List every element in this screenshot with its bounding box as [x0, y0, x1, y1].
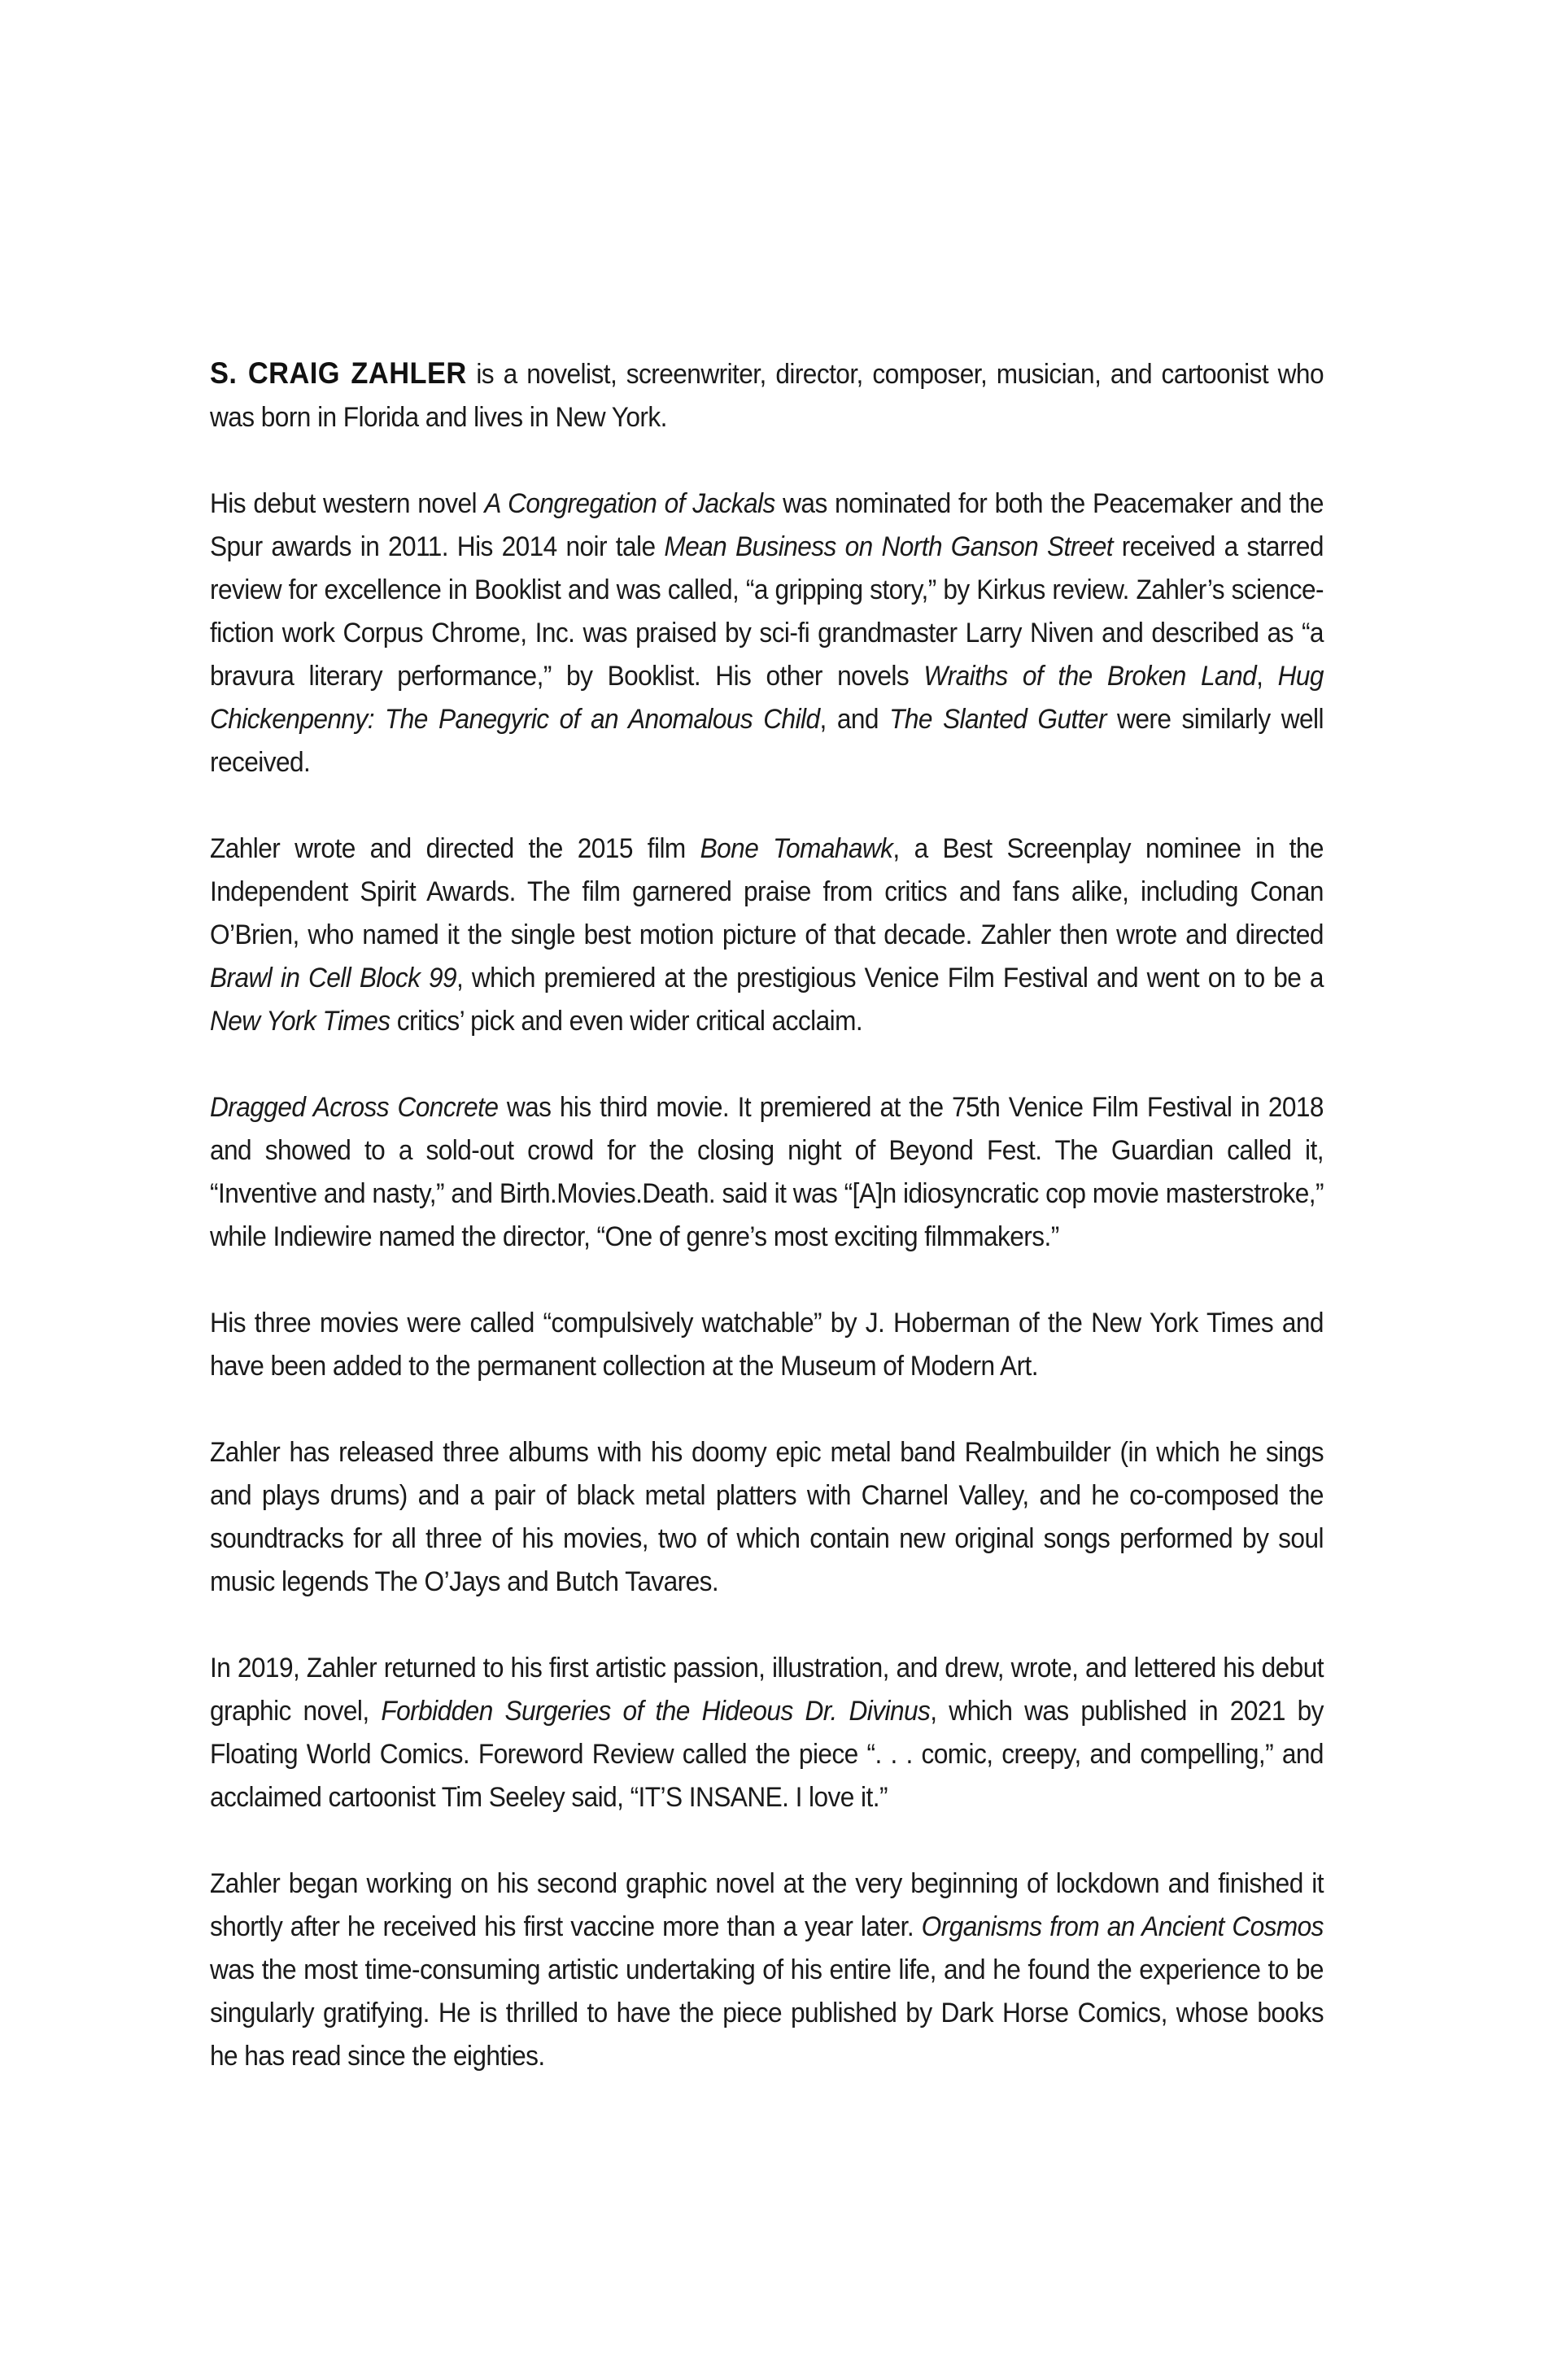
italic-title: Brawl in Cell Block 99	[210, 963, 457, 993]
body-text: His debut western novel	[210, 488, 485, 519]
body-text: received a starred review for excellence in Booklist and was called, “a gripping story,” by Kirkus review. Zahler’s science-fiction work Corpus Chrome, Inc. was praised by sci-fi grandmaster Larry Niven and described as “a bravura literary performance,” by Booklist. His other novels	[210, 531, 1324, 692]
body-text: , which was published in 2021 by Floating World Comics. Foreword Review called the piece “. . . comic, creepy, and compelling,” and acclaimed cartoonist Tim Seeley said, “IT’S INSANE. I love it.”	[210, 1696, 1324, 1813]
italic-title: Hug Chickenpenny: The Panegyric of an Anomalous Child	[210, 661, 1324, 735]
bio-paragraph-3	[210, 828, 1324, 1043]
bio-paragraph-2	[210, 483, 1324, 784]
author-bio	[210, 352, 1324, 2078]
italic-title: New York Times	[210, 1006, 390, 1037]
bio-paragraph-1	[210, 352, 1324, 439]
body-text: was the most time-consuming artistic undertaking of his entire life, and he found the experience to be singularly gratifying. He is thrilled to have the piece published by Dark Horse Comics, whose books he has read since the eighties.	[210, 1954, 1324, 2072]
italic-title: Forbidden Surgeries of the Hideous Dr. Divinus	[381, 1696, 931, 1727]
body-text: was nominated for both the Peacemaker and the Spur awards in 2011. His 2014 noir tale	[210, 488, 1324, 562]
body-text: , a Best Screenplay nominee in the Independent Spirit Awards. The film garnered praise from critics and fans alike, including Conan O’Brien, who named it the single best motion picture of that decade. Zahler then wrote and directed	[210, 833, 1324, 950]
body-text: ,	[1256, 661, 1278, 692]
italic-title: Dragged Across Concrete	[210, 1092, 499, 1123]
bio-paragraph-6	[210, 1431, 1324, 1604]
author-name: S. CRAIG ZAHLER	[210, 356, 467, 390]
body-text: critics’ pick and even wider critical acclaim.	[390, 1006, 863, 1037]
italic-title: The Slanted Gutter	[889, 704, 1106, 735]
body-text: Zahler has released three albums with his doomy epic metal band Realmbuilder (in which he sings and plays drums) and a pair of black metal platters with Charnel Valley, and he co-composed the soundtracks for all three of his movies, two of which contain new original songs performed by soul music legends The O’Jays and Butch Tavares.	[210, 1437, 1324, 1597]
body-text: , which premiered at the prestigious Venice Film Festival and went on to be a	[456, 963, 1324, 993]
body-text: were similarly well received.	[210, 704, 1324, 778]
bio-paragraph-4	[210, 1086, 1324, 1259]
body-text: In 2019, Zahler returned to his first artistic passion, illustration, and drew, wrote, and lettered his debut graphic novel,	[210, 1653, 1324, 1727]
italic-title: Wraiths of the Broken Land	[923, 661, 1257, 692]
italic-title: A Congregation of Jackals	[484, 488, 775, 519]
body-text: Zahler began working on his second graphic novel at the very beginning of lockdown and finished it shortly after he received his first vaccine more than a year later.	[210, 1868, 1324, 1942]
body-text: , and	[819, 704, 890, 735]
body-text: Zahler wrote and directed the 2015 film	[210, 833, 700, 864]
italic-title: Mean Business on North Ganson Street	[664, 531, 1113, 562]
bio-paragraph-8	[210, 1863, 1324, 2078]
bio-paragraph-5	[210, 1302, 1324, 1388]
italic-title: Organisms from an Ancient Cosmos	[921, 1911, 1324, 1942]
bio-paragraph-7	[210, 1647, 1324, 1819]
italic-title: Bone Tomahawk	[700, 833, 893, 864]
body-text: was his third movie. It premiered at the 75th Venice Film Festival in 2018 and showed to a sold-out crowd for the closing night of Beyond Fest. The Guardian called it, “Inventive and nasty,” and Birth.Movies.Death. said it was “[A]n idiosyncratic cop movie masterstroke,” while Indiewire named the director, “One of genre’s most exciting filmmakers.”	[210, 1092, 1324, 1252]
body-text: His three movies were called “compulsively watchable” by J. Hoberman of the New York Times and have been added to the permanent collection at the Museum of Modern Art.	[210, 1308, 1324, 1382]
body-text: is a novelist, screenwriter, director, composer, musician, and cartoonist who was born in Florida and lives in New York.	[210, 359, 1324, 433]
